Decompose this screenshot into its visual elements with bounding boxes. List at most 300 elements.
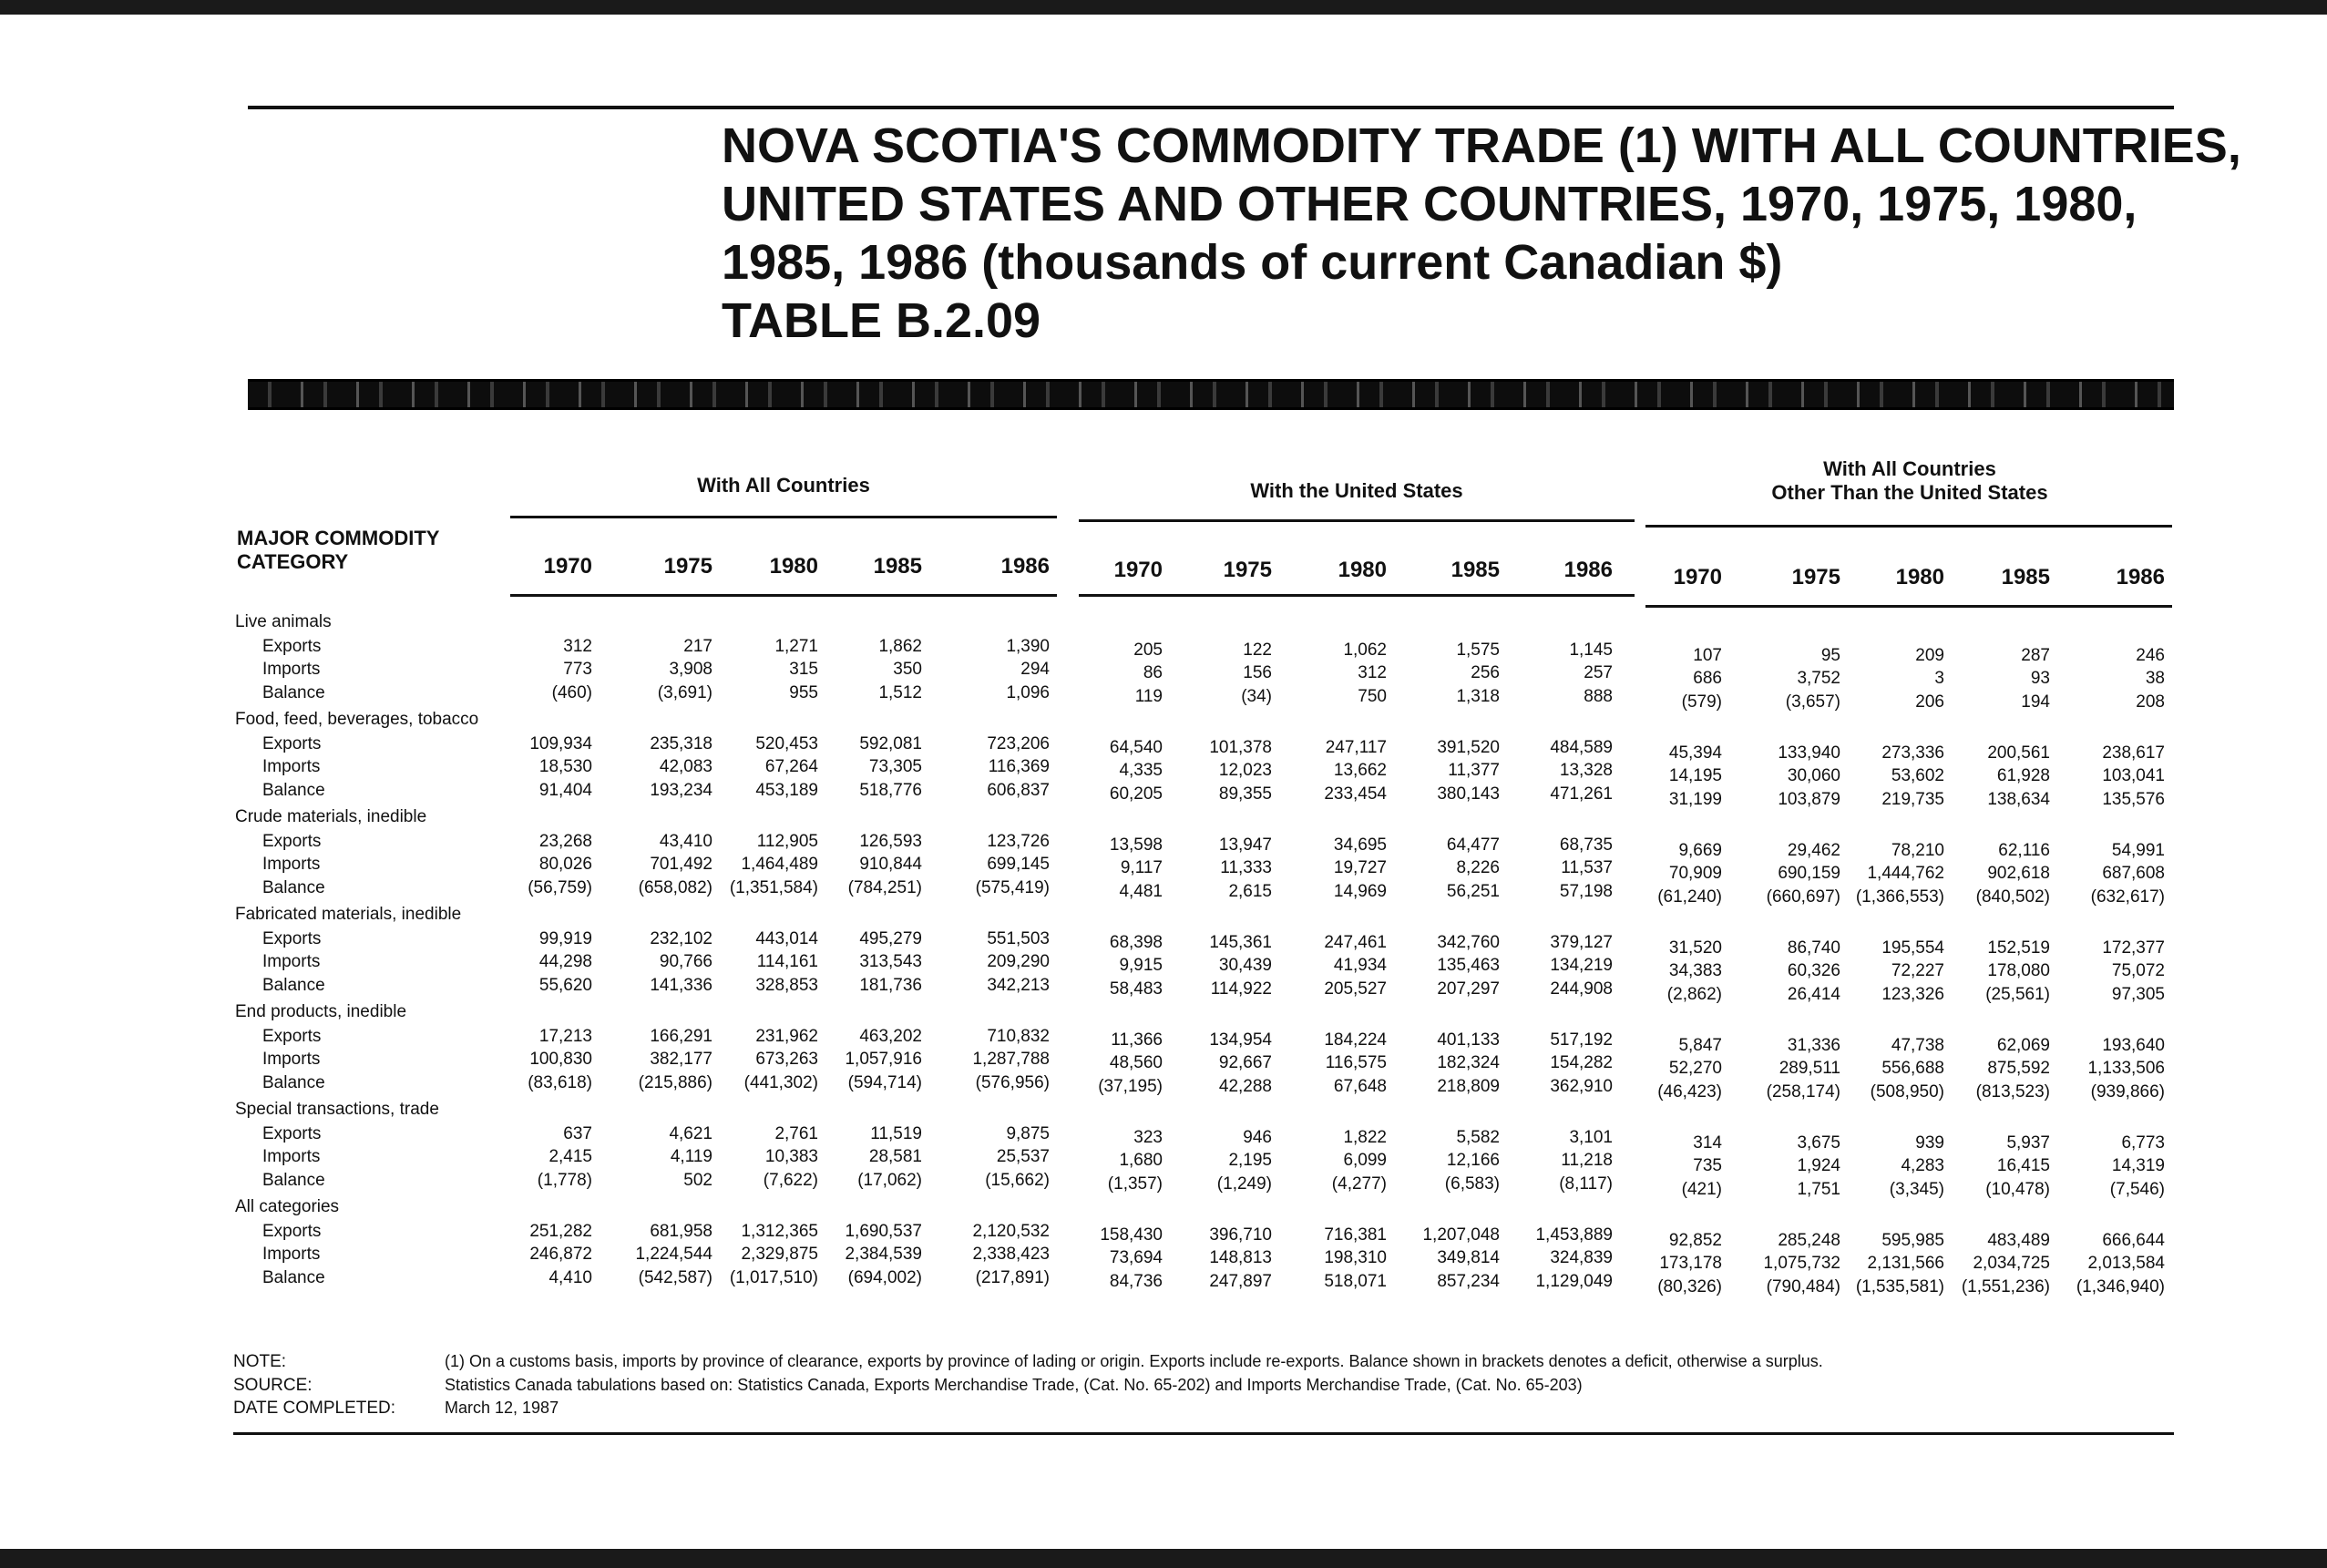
table-cell: 92,852 [1668,1230,1722,1250]
row-label-balance: Balance [262,682,325,702]
table-cell: 1,133,506 [2087,1059,2165,1078]
table-cell: 52,270 [1668,1059,1722,1078]
table-cell: (46,423) [1657,1081,1722,1102]
table-cell: 314 [1693,1132,1722,1153]
table-cell: (460) [551,682,592,702]
table-cell: 172,377 [2102,938,2165,958]
scan-edge-bottom [0,1549,2327,1568]
category-label: All categories [235,1197,340,1216]
table-cell: (1,357) [1107,1173,1163,1194]
table-cell: 1,287,788 [972,1050,1050,1069]
table-cell: 55,620 [538,975,592,995]
table-cell: 1,318 [1456,686,1500,706]
table-cell: 1,075,732 [1763,1254,1840,1273]
table-cell: 4,410 [548,1267,592,1287]
table-cell: (660,697) [1766,886,1840,907]
table-cell: 86 [1143,663,1163,682]
table-cell: 6,773 [2121,1132,2165,1153]
title-line: NOVA SCOTIA'S COMMODITY TRADE (1) WITH ALL COUNTRIES, [722,118,2241,173]
table-cell: (4,277) [1331,1173,1387,1194]
category-column-header [237,527,439,574]
table-cell: 233,454 [1324,784,1387,804]
row-label-exports: Exports [262,636,322,656]
category-label: Fabricated materials, inedible [235,905,462,924]
group-header-line: With the United States [1250,479,1463,502]
table-cell: 60,205 [1109,784,1163,804]
row-label-exports: Exports [262,1026,322,1046]
table-cell: 194 [2021,692,2050,712]
table-cell: 93 [2030,669,2050,688]
row-label-imports: Imports [262,855,321,874]
note-label: SOURCE: [233,1376,313,1395]
table-cell: 902,618 [1987,864,2050,883]
table-cell: 2,195 [1228,1151,1272,1170]
table-cell: 2,329,875 [741,1245,818,1264]
table-cell: 30,439 [1218,956,1272,975]
scan-edge-top [0,0,2327,15]
table-cell: (579) [1681,692,1722,712]
table-cell: 218,809 [1437,1076,1500,1096]
title-line: 1985, 1986 (thousands of current Canadian $) [722,235,1783,290]
table-cell: 1,862 [878,636,922,656]
year-header: 1986 [2116,565,2165,589]
table-cell: 92,667 [1218,1053,1272,1072]
table-cell: 246 [2136,645,2165,665]
note-text: (1) On a customs basis, imports by province of clearance, exports by province of lading or origin. Exports include re-exports. Balance shown in brackets denotes a deficit, otherwise a surplus. [445,1352,1823,1370]
table-cell: 10,383 [764,1147,818,1166]
table-cell: 471,261 [1550,784,1613,804]
table-cell: 99,919 [538,928,592,948]
table-cell: 502 [683,1170,712,1190]
row-label-balance: Balance [262,877,325,897]
table-cell: 2,384,539 [845,1245,922,1264]
row-label-imports: Imports [262,1147,321,1166]
table-cell: 195,554 [1881,938,1944,958]
table-cell: 181,736 [859,975,922,995]
top-rule [248,106,2174,109]
table-cell: 484,589 [1550,737,1613,757]
table-cell: 2,120,532 [972,1221,1050,1241]
table-cell: 23,268 [538,831,592,851]
table-cell: 1,390 [1006,636,1050,656]
table-cell: 68,398 [1109,932,1163,952]
table-cell: 64,540 [1109,737,1163,757]
table-cell: 67,648 [1333,1076,1387,1096]
row-label-exports: Exports [262,831,322,851]
table-cell: 238,617 [2102,743,2165,763]
table-cell: 101,378 [1209,737,1272,757]
year-header: 1985 [2001,565,2050,589]
table-cell: 463,202 [859,1026,922,1046]
year-header: 1986 [1563,558,1613,582]
table-cell: (840,502) [1975,886,2050,907]
note-label: DATE COMPLETED: [233,1399,396,1418]
table-cell: 29,462 [1787,840,1840,860]
table-cell: 287 [2021,645,2050,665]
table-cell: 285,248 [1778,1230,1840,1250]
table-cell: 735 [1693,1156,1722,1175]
category-header-line: CATEGORY [237,550,349,573]
table-cell: 68,735 [1559,835,1613,855]
table-cell: (1,351,584) [729,877,818,897]
page-title [722,117,2241,350]
table-cell: (594,714) [847,1072,922,1092]
table-cell: 109,934 [529,733,592,753]
table-cell: 289,511 [1779,1059,1840,1078]
table-cell: 54,991 [2111,840,2165,860]
note-text: March 12, 1987 [445,1399,559,1417]
table-cell: 103,041 [2102,766,2165,785]
table-cell: 14,319 [2111,1156,2165,1175]
table-cell: 483,489 [1987,1230,2050,1250]
table-cell: 3,908 [669,660,712,679]
table-cell: 232,102 [650,928,712,948]
table-cell: 315 [789,660,818,679]
table-cell: 391,520 [1437,737,1500,757]
table-cell: 95 [1820,645,1840,665]
table-cell: 75,072 [2111,961,2165,980]
table-cell: 152,519 [1987,938,2050,958]
row-label-exports: Exports [262,733,322,753]
table-cell: 939 [1915,1132,1944,1153]
table-cell: 773 [563,660,592,679]
table-cell: 324,839 [1550,1248,1613,1267]
table-cell: 595,985 [1881,1230,1944,1250]
table-cell: 14,969 [1333,881,1387,901]
table-cell: 135,576 [2102,789,2165,809]
table-cell: 11,519 [870,1123,922,1143]
year-header: 1980 [769,554,818,579]
group-header [510,474,1057,497]
table-cell: 166,291 [650,1026,712,1046]
table-cell: 251,282 [529,1221,592,1241]
table-cell: (1,017,510) [729,1267,818,1287]
table-cell: 5,937 [2006,1132,2050,1153]
table-cell: 551,503 [987,928,1050,948]
table-cell: 58,483 [1109,979,1163,999]
table-cell: 126,593 [859,831,922,851]
table-cell: 701,492 [650,855,712,874]
year-header: 1970 [1113,558,1163,582]
table-cell: 56,251 [1446,881,1500,901]
table-cell: 53,602 [1891,766,1944,785]
table-cell: 11,366 [1111,1030,1163,1050]
table-cell: 244,908 [1550,979,1613,999]
table-cell: 699,145 [987,855,1050,874]
category-label: Special transactions, trade [235,1100,439,1119]
table-cell: 133,940 [1778,743,1840,763]
table-cell: (421) [1681,1179,1722,1199]
table-cell: 723,206 [987,733,1050,753]
bottom-rule [233,1432,2174,1435]
table-cell: 875,592 [1987,1059,2050,1078]
table-cell: 44,298 [538,952,592,971]
table-cell: 686 [1693,669,1722,688]
table-cell: 350 [893,660,922,679]
table-cell: (441,302) [743,1072,818,1092]
table-cell: 209 [1915,645,1944,665]
table-cell: 2,615 [1228,881,1272,901]
table-cell: 4,335 [1119,761,1163,780]
table-cell: (7,622) [763,1170,818,1190]
group-underline [1645,525,2172,528]
table-cell: 25,537 [996,1147,1050,1166]
table-cell: 198,310 [1324,1248,1387,1267]
table-cell: (3,345) [1889,1179,1944,1199]
table-cell: 31,199 [1668,789,1722,809]
table-cell: 193,640 [2102,1035,2165,1055]
row-label-imports: Imports [262,660,321,679]
table-cell: 6,099 [1343,1151,1387,1170]
table-cell: 518,776 [859,780,922,800]
table-cell: 31,336 [1787,1035,1840,1055]
table-cell: 9,117 [1120,858,1163,877]
table-cell: 178,080 [1987,961,2050,980]
table-cell: 42,288 [1218,1076,1272,1096]
title-line: UNITED STATES AND OTHER COUNTRIES, 1970, 1975, 1980, [722,177,2137,231]
table-cell: 710,832 [987,1026,1050,1046]
table-cell: (83,618) [528,1072,592,1092]
note-label: NOTE: [233,1352,287,1371]
table-cell: 217 [683,636,712,656]
table-cell: 119 [1134,686,1163,706]
table-cell: 13,947 [1218,835,1272,855]
table-cell: 11,537 [1561,858,1613,877]
table-cell: 16,415 [1996,1156,2050,1175]
table-cell: 11,377 [1448,761,1500,780]
table-cell: 520,453 [755,733,818,753]
table-cell: 11,218 [1561,1151,1613,1170]
table-cell: (80,326) [1657,1276,1722,1296]
year-header: 1980 [1895,565,1944,589]
table-cell: 91,404 [538,780,592,800]
table-cell: 28,581 [868,1147,922,1166]
table-cell: 637 [563,1123,592,1143]
table-cell: 107 [1693,645,1722,665]
year-header: 1975 [663,554,712,579]
table-cell: 2,415 [548,1147,592,1166]
table-cell: 78,210 [1891,840,1944,860]
table-cell: (542,587) [638,1267,712,1287]
table-cell: 123,726 [987,831,1050,851]
table-cell: 2,131,566 [1867,1254,1944,1273]
table-cell: 1,057,916 [845,1050,922,1069]
table-cell: 67,264 [764,757,818,776]
table-cell: 716,381 [1324,1225,1387,1245]
table-cell: 57,198 [1559,881,1613,901]
table-cell: 11,333 [1220,858,1272,877]
table-cell: 606,837 [987,780,1050,800]
table-cell: 1,751 [1797,1179,1840,1199]
table-cell: 401,133 [1437,1030,1500,1050]
table-cell: (575,419) [975,877,1050,897]
table-cell: 328,853 [755,975,818,995]
table-cell: 60,326 [1787,961,1840,980]
table-cell: 1,512 [878,682,922,702]
table-cell: 30,060 [1787,766,1840,785]
table-cell: (6,583) [1444,1173,1500,1194]
table-cell: 362,910 [1550,1076,1613,1096]
table-cell: (10,478) [1985,1179,2050,1199]
table-cell: 1,096 [1006,682,1050,702]
table-cell: 9,875 [1006,1123,1050,1143]
table-cell: 13,662 [1333,761,1387,780]
row-label-imports: Imports [262,1050,321,1069]
table-cell: 4,119 [670,1147,712,1166]
table-cell: 453,189 [755,780,818,800]
table-cell: (694,002) [847,1267,922,1287]
table-cell: 2,034,725 [1973,1254,2050,1273]
table-cell: 12,023 [1218,761,1272,780]
table-cell: 26,414 [1787,984,1840,1004]
year-header: 1970 [1673,565,1722,589]
table-cell: 857,234 [1437,1271,1500,1291]
category-label: Food, feed, beverages, tobacco [235,710,479,729]
table-cell: (17,062) [857,1170,922,1190]
table-cell: (34) [1241,686,1272,706]
table-cell: 14,195 [1668,766,1722,785]
row-label-imports: Imports [262,952,321,971]
table-cell: 1,453,889 [1535,1225,1613,1245]
table-cell: 3,675 [1797,1132,1840,1153]
table-cell: 379,127 [1550,932,1613,952]
table-cell: 123,326 [1881,984,1944,1004]
table-cell: 112,905 [756,831,818,851]
group-underline [1079,519,1635,522]
table-cell: (632,617) [2090,886,2165,907]
table-cell: 193,234 [650,780,712,800]
table-cell: 135,463 [1437,956,1500,975]
table-cell: 443,014 [755,928,818,948]
table-cell: 13,598 [1109,835,1163,855]
table-cell: 208 [2136,692,2165,712]
table-cell: 43,410 [659,831,712,851]
row-label-balance: Balance [262,1170,325,1190]
table-cell: 5,847 [1678,1035,1722,1055]
table-cell: 138,634 [1987,789,2050,809]
group-header [1645,457,2174,505]
table-cell: 219,735 [1881,789,1944,809]
table-cell: 5,582 [1456,1127,1500,1147]
table-cell: 955 [789,682,818,702]
table-cell: 38 [2145,669,2165,688]
table-cell: 2,761 [774,1123,818,1143]
year-header: 1970 [543,554,592,579]
table-cell: 247,897 [1209,1271,1272,1291]
table-cell: 134,954 [1209,1030,1272,1050]
table-cell: (784,251) [847,877,922,897]
table-cell: 257 [1584,663,1613,682]
table-cell: (2,862) [1666,984,1722,1004]
table-cell: 349,814 [1437,1248,1500,1267]
table-cell: 116,369 [988,757,1050,776]
table-cell: (658,082) [638,877,712,897]
table-cell: (61,240) [1657,886,1722,907]
table-cell: 156 [1243,663,1272,682]
group-header-line: With All Countries [697,474,870,497]
table-cell: 4,481 [1119,881,1163,901]
table-cell: 9,669 [1678,840,1722,860]
table-cell: 1,690,537 [845,1221,922,1241]
table-cell: 231,962 [755,1026,818,1046]
row-label-imports: Imports [262,1245,321,1264]
table-cell: 3,752 [1797,669,1840,688]
table-cell: 2,338,423 [972,1245,1050,1264]
table-cell: 207,297 [1437,979,1500,999]
table-cell: 31,520 [1668,938,1722,958]
table-cell: 122 [1243,640,1272,660]
year-header: 1975 [1223,558,1272,582]
table-cell: 158,430 [1100,1225,1163,1245]
table-cell: 380,143 [1437,784,1500,804]
table-cell: 342,760 [1437,932,1500,952]
group-header-line: With All Countries [1823,457,1996,480]
table-cell: 1,444,762 [1867,864,1944,883]
years-underline [1079,594,1635,597]
year-header: 1985 [873,554,922,579]
table-cell: (508,950) [1870,1081,1944,1102]
category-label: Live animals [235,612,332,631]
table-cell: 209,290 [987,952,1050,971]
table-cell: 1,129,049 [1535,1271,1613,1291]
table-cell: 888 [1584,686,1613,706]
table-cell: 495,279 [859,928,922,948]
table-cell: 206 [1915,692,1944,712]
table-cell: 517,192 [1550,1030,1613,1050]
category-label: Crude materials, inedible [235,807,427,826]
group-underline [510,516,1057,518]
table-cell: 97,305 [2111,984,2165,1004]
table-cell: 673,263 [755,1050,818,1069]
table-cell: (25,561) [1985,984,2050,1004]
table-cell: 256 [1471,663,1500,682]
table-cell: 396,710 [1209,1225,1272,1245]
table-cell: (7,546) [2109,1179,2165,1199]
table-cell: 12,166 [1446,1151,1500,1170]
table-cell: 70,909 [1668,864,1722,883]
table-cell: 73,305 [868,757,922,776]
category-label: End products, inedible [235,1002,407,1021]
row-label-balance: Balance [262,1267,325,1287]
table-cell: 750 [1358,686,1387,706]
table-cell: 910,844 [859,855,922,874]
table-cell: 681,958 [650,1221,712,1241]
table-cell: (3,657) [1785,692,1840,712]
table-cell: 9,915 [1119,956,1163,975]
table-cell: (8,117) [1559,1173,1613,1194]
table-cell: 80,026 [538,855,592,874]
table-cell: (1,249) [1216,1173,1272,1194]
table-cell: (3,691) [657,682,712,702]
table-cell: 103,879 [1778,789,1840,809]
table-cell: 19,727 [1333,858,1387,877]
table-cell: 61,928 [1996,766,2050,785]
row-label-balance: Balance [262,1072,325,1092]
table-cell: 84,736 [1109,1271,1163,1291]
table-cell: 382,177 [650,1050,712,1069]
year-header: 1986 [1000,554,1050,579]
table-cell: 34,383 [1668,961,1722,980]
table-cell: 48,560 [1109,1053,1163,1072]
table-cell: 235,318 [650,733,712,753]
table-cell: 323 [1133,1127,1163,1147]
note-text: Statistics Canada tabulations based on: Statistics Canada, Exports Merchandise Trade, (Cat. No. 65-202) and Imports Merchandise Trade, (Cat. No. 65-203) [445,1376,1583,1394]
table-cell: 1,224,544 [635,1245,712,1264]
table-cell: 4,283 [1901,1156,1944,1175]
table-cell: 312 [563,636,592,656]
table-cell: 200,561 [1987,743,2050,763]
table-cell: 8,226 [1456,858,1500,877]
